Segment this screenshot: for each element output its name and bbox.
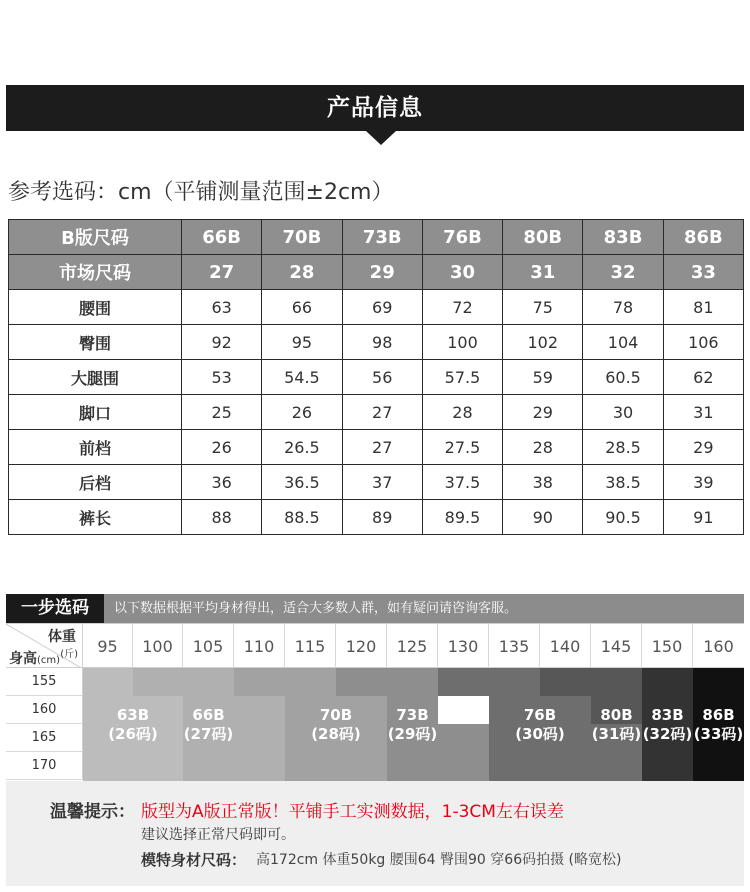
size-table-cell: 95 [262,325,342,360]
weight-column-header: 115 [285,624,336,669]
size-region-label [693,706,744,744]
market-size: (26码) [108,725,158,743]
size-table-row-label: 臀围 [9,325,182,360]
size-code: 66B [192,706,225,724]
size-table-cell: 37.5 [422,465,502,500]
market-size: (30码) [515,725,565,743]
size-table-cell: 66 [262,290,342,325]
size-table-cell: 66B [182,220,262,255]
size-code: 86B [702,706,735,724]
model-size-text: 高172cm 体重50kg 腰围64 臀围90 穿66码拍摄 (略宽松) [256,852,622,868]
size-table-cell: 28 [503,430,583,465]
size-table-cell: 72 [422,290,502,325]
size-table-cell: 106 [663,325,743,360]
size-table-cell: 62 [663,360,743,395]
size-table-cell: 81 [663,290,743,325]
size-table-cell: 56 [342,360,422,395]
size-table-cell: 75 [503,290,583,325]
size-table-cell: 36.5 [262,465,342,500]
size-recommendation-grid [6,623,744,781]
size-table-row [9,465,744,500]
weight-column-header: 140 [540,624,591,669]
size-table-cell: 27 [342,430,422,465]
size-table-cell: 57.5 [422,360,502,395]
height-unit-label: (cm) [37,655,61,666]
size-table-row-label: 后档 [9,465,182,500]
size-table-row [9,325,744,360]
height-axis-label [9,648,60,668]
size-table-cell: 33 [663,255,743,290]
size-table-cell: 26.5 [262,430,342,465]
market-size: (33码) [693,725,744,743]
size-table-row [9,360,744,395]
size-table-cell: 31 [503,255,583,290]
size-table-row-label: 大腿围 [9,360,182,395]
quick-size-label: 一步选码 [6,594,104,623]
size-table-row [9,395,744,430]
size-table-cell: 90 [503,500,583,535]
size-table-cell: 69 [342,290,422,325]
size-table-cell: 36 [182,465,262,500]
market-size: (27码) [183,725,234,743]
size-table-cell: 102 [503,325,583,360]
quick-size-bar [6,594,744,623]
size-code: 73B [396,706,429,724]
size-table-cell: 53 [182,360,262,395]
size-table-row-label: 脚口 [9,395,182,430]
size-region-label [183,706,234,744]
height-row-header: 160 [6,696,83,724]
size-table-row [9,220,744,255]
size-table-row [9,290,744,325]
size-region-label [285,706,387,744]
size-code: 83B [651,706,684,724]
size-table-row-label: B版尺码 [9,220,182,255]
height-row-header: 165 [6,724,83,752]
size-table-cell: 30 [583,395,663,430]
size-table-cell: 73B [342,220,422,255]
size-table-cell: 83B [583,220,663,255]
quick-size-description: 以下数据根据平均身材得出，适合大多数人群，如有疑问请咨询客服。 [114,601,518,616]
size-table-cell: 54.5 [262,360,342,395]
size-table-cell: 29 [503,395,583,430]
size-table-cell: 88.5 [262,500,342,535]
size-code: 70B [319,706,353,724]
section-title: 产品信息 [327,95,423,121]
weight-column-header: 100 [133,624,183,669]
size-table-cell: 100 [422,325,502,360]
size-table-cell: 28 [422,395,502,430]
size-table-cell: 78 [583,290,663,325]
weight-column-header: 130 [438,624,489,669]
size-table-cell: 89.5 [422,500,502,535]
size-table-cell: 26 [182,430,262,465]
height-row-header: 170 [6,752,83,780]
size-code: 63B [116,706,150,724]
size-table-cell: 27.5 [422,430,502,465]
size-code: 80B [600,706,633,724]
size-table-cell: 28 [262,255,342,290]
size-table-cell: 29 [663,430,743,465]
size-region-block [336,668,438,696]
notes-panel [6,781,744,886]
size-region-label [489,706,591,744]
size-chart-table [8,219,744,535]
weight-column-header: 160 [703,637,734,656]
model-size-title: 模特身材尺码： [141,851,247,869]
weight-column-header: 120 [336,624,387,669]
size-table-cell: 32 [583,255,663,290]
size-table-cell: 37 [342,465,422,500]
size-table-cell: 88 [182,500,262,535]
weight-column-header: 150 [642,624,693,669]
size-table-cell: 25 [182,395,262,430]
size-table-cell: 39 [663,465,743,500]
size-table-cell: 60.5 [583,360,663,395]
size-table-row [9,500,744,535]
size-table-cell: 70B [262,220,342,255]
size-table-cell: 27 [182,255,262,290]
weight-unit-label: (斤) [60,649,78,660]
size-region-label [83,706,183,744]
weight-column-header: 110 [234,624,285,669]
section-header-banner [6,85,744,131]
size-table-cell: 86B [663,220,743,255]
size-region-block [133,668,234,696]
grid-corner-cell [6,624,83,669]
size-table-cell: 90.5 [583,500,663,535]
height-axis-text: 身高 [9,651,37,667]
weight-axis-label: 体重 [48,629,76,645]
size-table-cell: 76B [422,220,502,255]
size-table-cell: 30 [422,255,502,290]
size-region-block [234,668,336,696]
market-size: (29码) [387,725,438,743]
size-table-cell: 38.5 [583,465,663,500]
size-region-label [591,706,642,744]
weight-column-header: 105 [183,624,234,669]
size-region-block [438,668,540,696]
banner-arrow-decoration [366,131,396,145]
size-table-cell: 38 [503,465,583,500]
size-table-cell: 59 [503,360,583,395]
size-table-row-label: 腰围 [9,290,182,325]
size-table-cell: 92 [182,325,262,360]
tip-title: 温馨提示： [50,802,135,822]
size-table-row [9,255,744,290]
size-reference-title: 参考选码：cm（平铺测量范围±2cm） [8,180,394,205]
market-size: (31码) [591,725,642,743]
size-table-cell: 89 [342,500,422,535]
size-region-block [540,668,642,696]
size-table-cell: 29 [342,255,422,290]
weight-header-row [6,623,744,668]
size-table-cell: 28.5 [583,430,663,465]
size-table-cell: 98 [342,325,422,360]
height-row-header: 155 [6,668,83,696]
market-size: (28码) [311,725,361,743]
size-region-label [387,706,438,744]
size-table-cell: 80B [503,220,583,255]
size-code: 76B [523,706,557,724]
weight-column-header: 145 [591,624,642,669]
size-table-row-label: 裤长 [9,500,182,535]
tip-subtext: 建议选择正常尺码即可。 [141,827,295,843]
size-region-label [642,706,693,744]
size-table-row-label: 前档 [9,430,182,465]
weight-column-header: 125 [387,624,438,669]
size-table-cell: 26 [262,395,342,430]
size-table-cell: 91 [663,500,743,535]
size-table-row [9,430,744,465]
size-table-cell: 31 [663,395,743,430]
weight-column-header: 95 [83,624,133,669]
tip-text: 版型为A版正常版！平铺手工实测数据，1-3CM左右误差 [141,802,564,822]
weight-column-header: 135 [489,624,540,669]
market-size: (32码) [642,725,693,743]
size-table-row-label: 市场尺码 [9,255,182,290]
size-table-cell: 27 [342,395,422,430]
size-table-cell: 104 [583,325,663,360]
size-table-cell: 63 [182,290,262,325]
